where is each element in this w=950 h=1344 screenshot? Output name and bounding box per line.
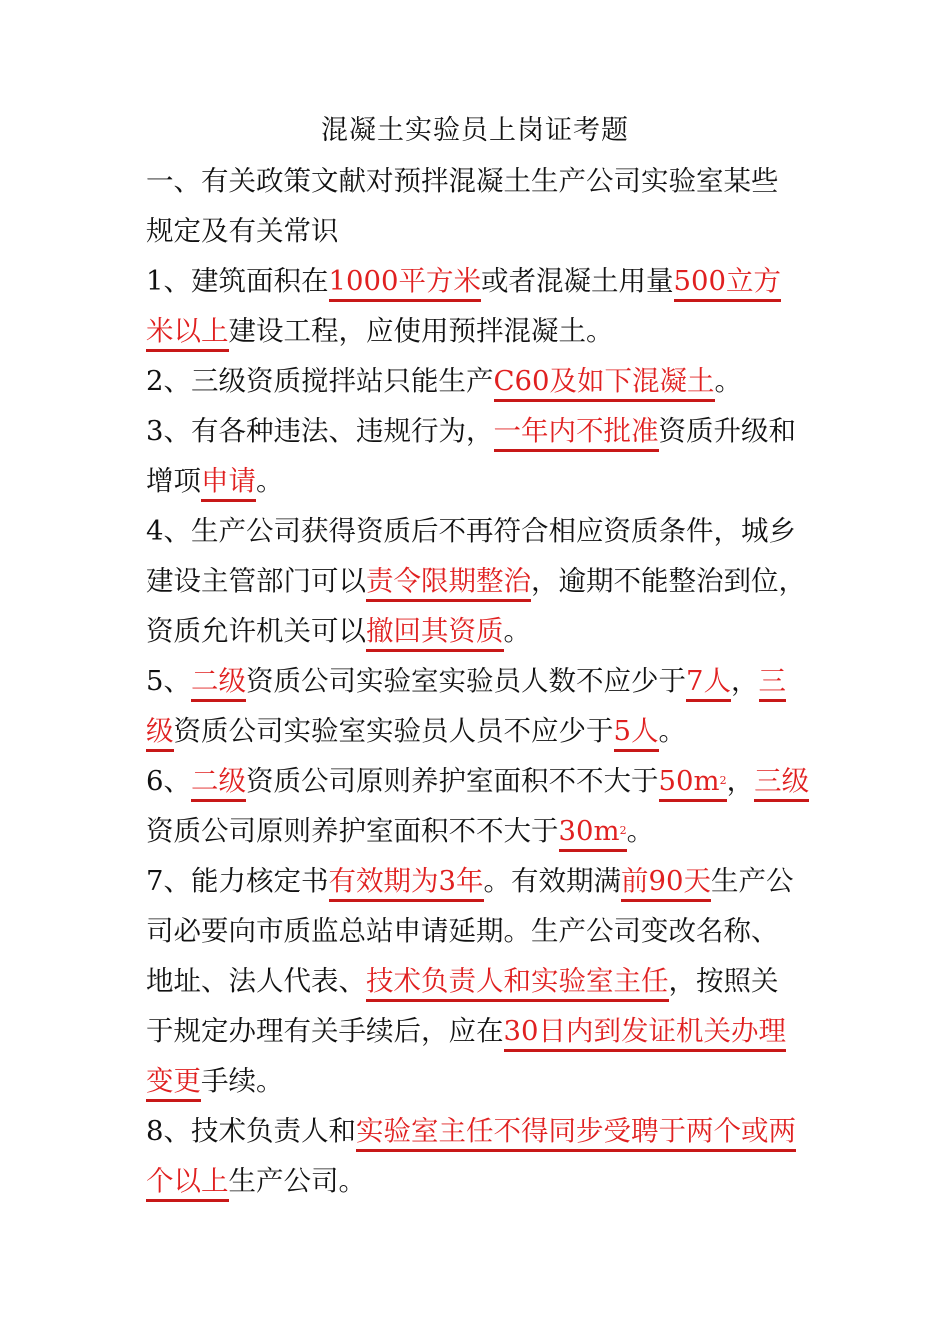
question-text: 资质允许机关可以 <box>146 615 366 647</box>
question-text: 5、 <box>146 665 191 697</box>
question-7-line-3 <box>146 961 811 1001</box>
answer-blank: 变更 <box>146 1065 201 1102</box>
answer-blank: 责令限期整治 <box>366 565 531 602</box>
question-text: 8、技术负责人和 <box>146 1115 356 1147</box>
question-text: ， <box>726 765 755 797</box>
question-text: 生产公司。 <box>228 1165 366 1197</box>
question-text: 1、建筑面积在 <box>146 265 329 297</box>
question-text: 建设工程，应使用预拌混凝土。 <box>228 315 614 347</box>
question-text: 资质公司实验室实验员人数不应少于 <box>246 665 686 697</box>
question-text: ， <box>731 665 759 697</box>
question-6-line-2 <box>146 811 811 851</box>
question-5-line-1 <box>146 661 811 701</box>
area-value: 30m <box>558 815 620 847</box>
question-5-line-2 <box>146 711 811 751</box>
question-text: 2、三级资质搅拌站只能生产 <box>146 365 494 397</box>
question-text: 。 <box>256 465 284 497</box>
answer-blank: 米以上 <box>146 315 229 352</box>
question-4-line-3 <box>146 611 811 651</box>
superscript: 2 <box>619 824 627 837</box>
answer-blank: 三级 <box>754 765 809 802</box>
answer-blank: 有效期为3年 <box>329 865 484 902</box>
answer-blank: 500立方 <box>674 265 782 302</box>
answer-blank: 级 <box>146 715 174 752</box>
question-text: 3、有各种违法、违规行为， <box>146 415 494 447</box>
question-1-line-1 <box>146 261 811 301</box>
question-text: 。有效期满 <box>483 865 621 897</box>
question-4-line-1: 4、生产公司获得资质后不再符合相应资质条件，城乡 <box>146 515 796 547</box>
question-text: 。 <box>626 815 655 847</box>
question-text: 。 <box>503 615 531 647</box>
answer-blank: 个以上 <box>146 1165 229 1202</box>
question-1-line-2 <box>146 311 811 351</box>
question-text: 建设主管部门可以 <box>146 565 366 597</box>
answer-blank: 三 <box>759 665 787 702</box>
superscript: 2 <box>719 774 727 787</box>
question-text: 6、 <box>146 765 191 797</box>
answer-blank <box>559 815 627 852</box>
answer-blank: 一年内不批准 <box>494 415 659 452</box>
question-text: 增项 <box>146 465 201 497</box>
answer-blank: C60及如下混凝土 <box>494 365 715 402</box>
section-heading-line-2: 规定及有关常识 <box>146 215 339 247</box>
answer-blank: 申请 <box>201 465 256 502</box>
question-7-line-1 <box>146 861 811 901</box>
question-7-line-5 <box>146 1061 811 1101</box>
answer-blank: 撤回其资质 <box>366 615 504 652</box>
answer-blank: 二级 <box>191 765 246 802</box>
question-text: 。 <box>714 365 743 397</box>
answer-blank: 技术负责人和实验室主任 <box>366 965 669 1002</box>
question-text: 资质公司原则养护室面积不不大于 <box>246 765 659 797</box>
question-text: 手续。 <box>201 1065 284 1097</box>
section-heading-line-1: 一、有关政策文献对预拌混凝土生产公司实验室某些 <box>146 165 779 197</box>
answer-blank <box>659 765 727 802</box>
area-value: 50m <box>658 765 720 797</box>
question-text: 资质公司实验室实验员人员不应少于 <box>173 715 614 747</box>
answer-blank: 前90天 <box>621 865 711 902</box>
question-7-line-4 <box>146 1011 811 1051</box>
question-3-line-2 <box>146 461 811 501</box>
question-6-line-1 <box>146 761 811 801</box>
question-text: ，逾期不能整治到位， <box>531 565 806 597</box>
question-2-line-1 <box>146 361 811 401</box>
question-text: 于规定办理有关手续后，应在 <box>146 1015 504 1047</box>
question-8-line-1 <box>146 1111 811 1151</box>
question-8-line-2 <box>146 1161 811 1201</box>
question-text: 或者混凝土用量 <box>481 265 674 297</box>
answer-blank: 1000平方米 <box>329 265 482 302</box>
question-7-line-2: 司必要向市质监总站申请延期。生产公司变改名称、 <box>146 915 779 947</box>
question-text: 7、能力核定书 <box>146 865 329 897</box>
question-text: 地址、法人代表、 <box>146 965 366 997</box>
answer-blank: 二级 <box>191 665 246 702</box>
answer-blank: 实验室主任不得同步受聘于两个或两 <box>356 1115 796 1152</box>
answer-blank: 30日内到发证机关办理 <box>504 1015 787 1052</box>
question-3-line-1 <box>146 411 811 451</box>
question-4-line-2 <box>146 561 811 601</box>
page-title: 混凝土实验员上岗证考题 <box>321 115 629 146</box>
question-text: ，按照关 <box>668 965 779 997</box>
question-text: 资质升级和 <box>658 415 796 447</box>
question-text: 。 <box>658 715 686 747</box>
question-text: 生产公 <box>711 865 794 897</box>
answer-blank: 7人 <box>686 665 731 702</box>
question-text: 资质公司原则养护室面积不不大于 <box>146 815 559 847</box>
answer-blank: 5人 <box>614 715 659 752</box>
